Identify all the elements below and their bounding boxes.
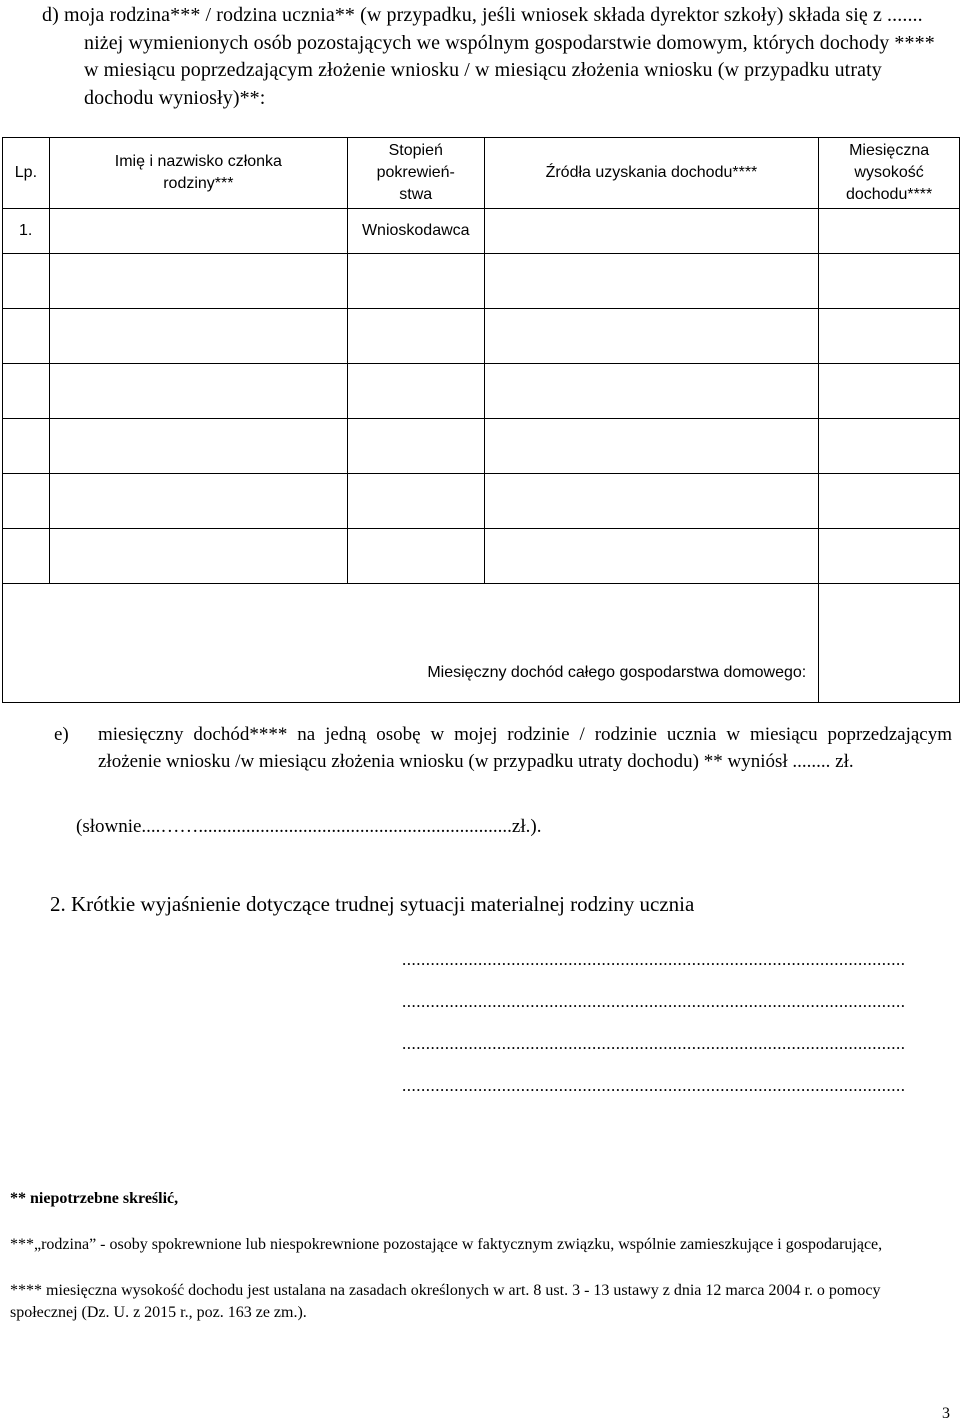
slownie-line: (słownie....……..................................................................zł.).: [76, 816, 542, 837]
explanation-line[interactable]: ..........................................................................................................: [402, 950, 906, 969]
footnote-1: ** niepotrzebne skreślić,: [10, 1190, 179, 1207]
explanation-line[interactable]: ..........................................................................................................: [402, 992, 906, 1011]
total-label: Miesięczny dochód całego gospodarstwa domowego:: [3, 584, 819, 703]
section-2-title: 2. Krótkie wyjaśnienie dotyczące trudnej sytuacji materialnej rodziny ucznia: [50, 892, 695, 916]
table-row: [3, 419, 960, 474]
cell-name[interactable]: [49, 209, 347, 254]
section-e-label: e): [54, 724, 69, 745]
total-income-cell[interactable]: [819, 584, 960, 703]
header-source: Źródła uzyskania dochodu****: [484, 138, 819, 209]
footnote-2: ***„rodzina” - osoby spokrewnione lub niespokrewnione pozostające w faktycznym związku, wspólnie zamieszkujące i gospodarujące,: [10, 1236, 883, 1253]
section-e: [54, 721, 952, 775]
header-lp: Lp.: [3, 138, 50, 209]
cell-source[interactable]: [484, 209, 819, 254]
header-name: Imię i nazwisko członka rodziny***: [49, 138, 347, 209]
header-relation: Stopień pokrewień-stwa: [347, 138, 484, 209]
total-row: [3, 584, 960, 703]
explanation-line[interactable]: ..........................................................................................................: [402, 1034, 906, 1053]
table-row: [3, 254, 960, 309]
family-income-table: [2, 137, 960, 703]
header-income: Miesięczna wysokość dochodu****: [819, 138, 960, 209]
explanation-line[interactable]: ..........................................................................................................: [402, 1076, 906, 1095]
table-header-row: [3, 138, 960, 209]
footnote-3: **** miesięczna wysokość dochodu jest ustalana na zasadach określonych w art. 8 ust. 3 - 13 ustawy z dnia 12 marca 2004 r. o pomocy społecznej (Dz. U. z 2015 r., poz. 163 ze zm.).: [10, 1282, 881, 1321]
table-row: [3, 364, 960, 419]
section-e-text: miesięczny dochód**** na jedną osobę w mojej rodzinie / rodzinie ucznia w miesiącu poprzedzającym złożenie wniosku /w miesiącu złożenia wniosku (w przypadku utraty dochodu) ** wyniósł ........ zł.: [98, 724, 952, 772]
table-row: [3, 209, 960, 254]
page-number: 3: [942, 1405, 950, 1422]
table-row: [3, 309, 960, 364]
intro-text: d) moja rodzina*** / rodzina ucznia** (w przypadku, jeśli wniosek składa dyrektor szkoły) składa się z ....... niżej wymienionych osób pozostających we wspólnym gospodarstwie domowym, których dochody **** w miesiącu poprzedzającym złożenie wniosku / w miesiącu złożenia wniosku (w przypadku utraty dochodu wyniosły)**:: [42, 4, 935, 109]
cell-lp: 1.: [3, 209, 50, 254]
table-row: [3, 529, 960, 584]
table-row: [3, 474, 960, 529]
intro-paragraph: [42, 2, 954, 112]
cell-relation: Wnioskodawca: [347, 209, 484, 254]
cell-income[interactable]: [819, 209, 960, 254]
